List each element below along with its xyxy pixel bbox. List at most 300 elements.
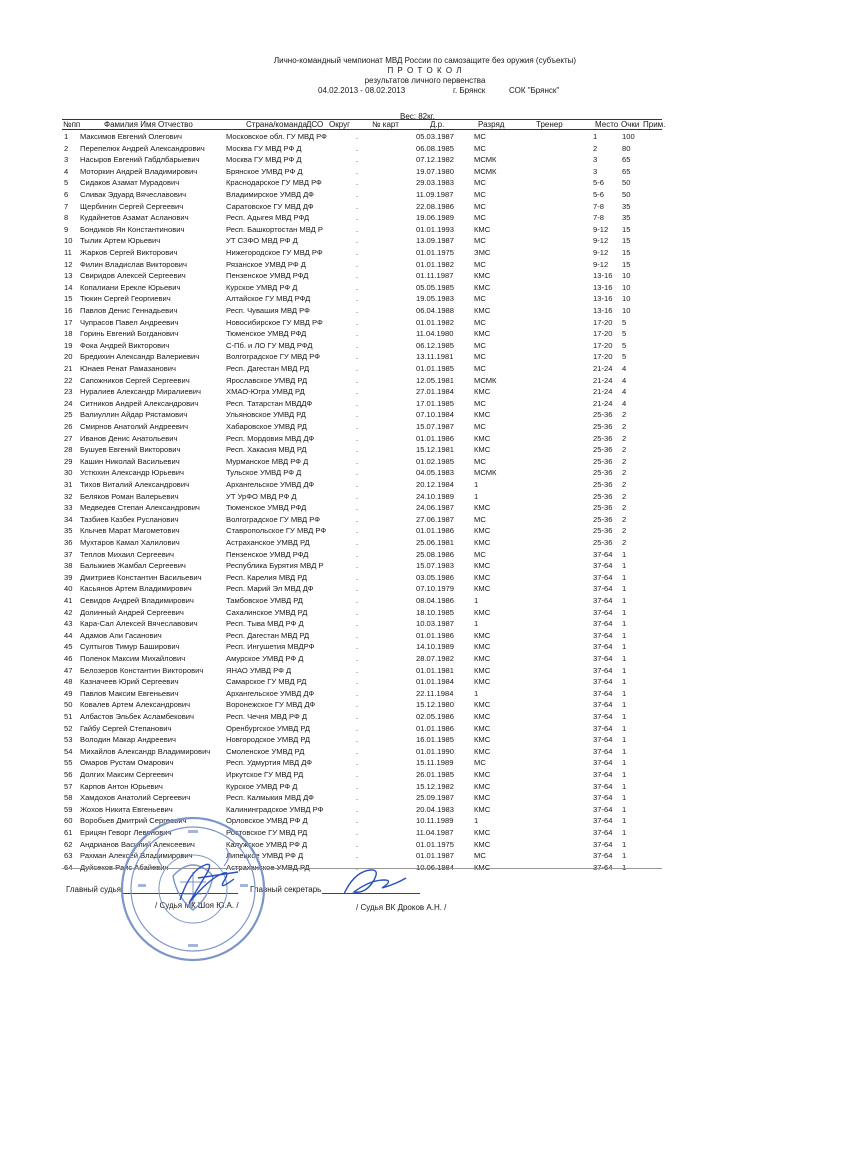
place: 37-64	[593, 828, 613, 837]
place: 37-64	[593, 561, 613, 571]
points: 4	[622, 387, 627, 397]
athlete-name: Смирнов Анатолий Андреевич	[80, 422, 189, 431]
row-number: 63	[64, 851, 73, 861]
okrug-cell: .	[356, 456, 359, 466]
points: 2	[622, 468, 627, 478]
table-row	[0, 642, 850, 651]
points: 50	[622, 190, 631, 199]
sport-rank: 1	[474, 688, 479, 698]
birth-date: 20.12.1984	[416, 480, 455, 489]
sport-rank: КМС	[474, 433, 491, 443]
birth-date: 01.01.1986	[416, 526, 455, 536]
table-row	[0, 457, 850, 466]
place: 25-36	[593, 491, 613, 501]
okrug-cell: .	[356, 387, 359, 397]
birth-date: 18.10.1985	[416, 607, 455, 617]
sport-rank: КМС	[474, 712, 491, 721]
athlete-name: Албастов Эльбек Асламбекович	[80, 712, 194, 721]
place: 13-16	[593, 271, 613, 281]
place: 37-64	[593, 619, 613, 629]
table-row	[0, 631, 850, 640]
athlete-name: Долгих Максим Сергеевич	[80, 770, 174, 779]
col-team: Страна/команда	[246, 120, 307, 129]
row-number: 27	[64, 433, 73, 443]
athlete-name: Сапожников Сергей Сергеевич	[80, 375, 190, 385]
okrug-cell: .	[356, 306, 359, 315]
birth-date: 01.01.1986	[416, 723, 455, 733]
birth-date: 14.10.1989	[416, 642, 455, 652]
table-row	[0, 724, 850, 733]
okrug-cell: .	[356, 480, 359, 489]
row-number: 1	[64, 132, 69, 141]
place: 17-20	[593, 329, 613, 339]
row-number: 48	[64, 677, 73, 687]
sport-rank: КМС	[474, 572, 491, 582]
okrug-cell: .	[356, 607, 359, 617]
sport-rank: 1	[474, 596, 479, 605]
place: 13-16	[593, 306, 613, 315]
sport-rank: МС	[474, 398, 486, 408]
sport-rank: МС	[474, 132, 486, 141]
athlete-name: Клычев Марат Магометович	[80, 526, 180, 536]
sport-rank: КМС	[474, 700, 491, 710]
team-name: Нижегородское ГУ МВД РФ	[226, 248, 323, 257]
place: 37-64	[593, 549, 613, 559]
team-name: Амурское УМВД РФ Д	[226, 654, 304, 663]
team-name: Ставропольское ГУ МВД РФ	[226, 526, 327, 536]
okrug-cell: .	[356, 282, 359, 292]
okrug-cell: .	[356, 596, 359, 605]
okrug-cell: .	[356, 688, 359, 698]
team-name: Архангельское УМВД ДФ	[226, 480, 315, 489]
place: 37-64	[593, 851, 613, 861]
okrug-cell: .	[356, 677, 359, 687]
points: 1	[622, 793, 627, 803]
team-name: Тюменское УМВД РФД	[226, 329, 307, 339]
place: 37-64	[593, 839, 613, 849]
row-number: 50	[64, 700, 73, 710]
athlete-name: Юнаев Ренат Рамазанович	[80, 364, 176, 373]
okrug-cell: .	[356, 213, 359, 223]
team-name: Респ. Тыва МВД РФ Д	[226, 619, 304, 629]
team-name: Респ. Дагестан МВД РД	[226, 364, 310, 373]
sport-rank: КМС	[474, 526, 491, 536]
athlete-name: Горинь Евгений Богданович	[80, 329, 179, 339]
okrug-cell: .	[356, 735, 359, 745]
row-number: 60	[64, 816, 73, 826]
row-number: 42	[64, 607, 73, 617]
col-rank: Разряд	[478, 120, 505, 129]
points: 35	[622, 201, 631, 211]
birth-date: 05.03.1987	[416, 132, 455, 141]
points: 10	[622, 282, 631, 292]
birth-date: 01.01.1975	[416, 248, 455, 257]
sport-rank: МСМК	[474, 166, 497, 176]
table-row	[0, 376, 850, 385]
col-dso: ДСО	[306, 120, 324, 129]
row-number: 25	[64, 410, 73, 420]
team-name: Новосибирское ГУ МВД РФ	[226, 317, 323, 327]
birth-date: 28.07.1982	[416, 654, 455, 663]
athlete-name: Щербинин Сергей Сергеевич	[80, 201, 184, 211]
row-number: 6	[64, 190, 69, 199]
athlete-name: Бредихин Александр Валериевич	[80, 352, 200, 362]
team-name: Рязанское УМВД РФ Д	[226, 259, 306, 269]
sport-rank: КМС	[474, 804, 491, 814]
athlete-name: Свиридов Алексей Сергеевич	[80, 271, 186, 281]
points: 1	[622, 561, 627, 571]
team-name: Владимирское УМВД ДФ	[226, 190, 314, 199]
sport-rank: МС	[474, 758, 486, 768]
protocol-title: П Р О Т О К О Л	[387, 66, 463, 75]
points: 2	[622, 538, 627, 547]
okrug-cell: .	[356, 828, 359, 837]
row-number: 2	[64, 143, 69, 153]
sport-rank: КМС	[474, 306, 491, 315]
table-row	[0, 619, 850, 628]
team-name: Московское обл. ГУ МВД РФ	[226, 132, 327, 141]
birth-date: 03.05.1986	[416, 572, 455, 582]
team-name: Иркутское ГУ МВД РД	[226, 770, 304, 779]
points: 5	[622, 329, 627, 339]
athlete-name: Касьянов Артем Владимирович	[80, 584, 192, 594]
okrug-cell: .	[356, 572, 359, 582]
chief-secretary-name: / Судья ВК Дроков А.Н. /	[356, 903, 447, 912]
sport-rank: КМС	[474, 607, 491, 617]
row-number: 35	[64, 526, 73, 536]
athlete-name: Жарков Сергей Викторович	[80, 248, 178, 257]
birth-date: 20.04.1983	[416, 804, 455, 814]
okrug-cell: .	[356, 155, 359, 165]
okrug-cell: .	[356, 630, 359, 640]
okrug-cell: .	[356, 839, 359, 849]
points: 1	[622, 735, 627, 745]
team-name: Республика Бурятия МВД Р	[226, 561, 324, 571]
okrug-cell: .	[356, 584, 359, 594]
sport-rank: КМС	[474, 387, 491, 397]
sport-rank: МС	[474, 143, 486, 153]
team-name: Респ. Дагестан МВД РД	[226, 630, 310, 640]
okrug-cell: .	[356, 143, 359, 153]
place: 25-36	[593, 503, 613, 513]
sport-rank: МС	[474, 259, 486, 269]
okrug-cell: .	[356, 526, 359, 536]
table-row	[0, 225, 850, 234]
team-name: Респ. Мордовия МВД ДФ	[226, 433, 315, 443]
points: 2	[622, 456, 627, 466]
athlete-name: Копалиани Ерекле Юрьевич	[80, 282, 181, 292]
team-name: Архангельское УМВД ДФ	[226, 688, 315, 698]
table-row	[0, 318, 850, 327]
okrug-cell: .	[356, 422, 359, 431]
okrug-cell: .	[356, 132, 359, 141]
col-card: № карт	[372, 120, 399, 129]
points: 2	[622, 422, 627, 431]
points: 2	[622, 445, 627, 455]
athlete-name: Володин Макар Андреевич	[80, 735, 176, 745]
place: 37-64	[593, 572, 613, 582]
points: 1	[622, 665, 627, 675]
place: 9-12	[593, 236, 609, 246]
points: 2	[622, 503, 627, 513]
athlete-name: Павлов Денис Геннадьевич	[80, 306, 178, 315]
place: 37-64	[593, 700, 613, 710]
athlete-name: Жохов Никита Евгеньевич	[80, 804, 173, 814]
team-name: Пензенское УМВД РФД	[226, 271, 309, 281]
points: 1	[622, 816, 627, 826]
row-number: 28	[64, 445, 73, 455]
athlete-name: Теплов Михаил Сергеевич	[80, 549, 174, 559]
row-number: 30	[64, 468, 73, 478]
row-number: 21	[64, 364, 73, 373]
birth-date: 01.01.1986	[416, 433, 455, 443]
team-name: Респ. Марий Эл МВД ДФ	[226, 584, 314, 594]
sport-rank: КМС	[474, 630, 491, 640]
sport-rank: КМС	[474, 781, 491, 791]
birth-date: 27.01.1984	[416, 387, 455, 397]
points: 2	[622, 491, 627, 501]
points: 1	[622, 862, 627, 872]
team-name: Респ. Адыгея МВД РФД	[226, 213, 310, 223]
birth-date: 19.06.1989	[416, 213, 455, 223]
points: 1	[622, 770, 627, 779]
okrug-cell: .	[356, 364, 359, 373]
sport-rank: КМС	[474, 282, 491, 292]
col-okrug: Округ	[329, 120, 350, 129]
table-row	[0, 399, 850, 408]
okrug-cell: .	[356, 746, 359, 756]
row-number: 39	[64, 572, 73, 582]
athlete-name: Рахман Алексей Владимирович	[80, 851, 193, 861]
okrug-cell: .	[356, 317, 359, 327]
birth-date: 29.03.1983	[416, 178, 455, 188]
points: 1	[622, 839, 627, 849]
athlete-name: Адамов Али Гасанович	[80, 630, 162, 640]
birth-date: 01.01.1993	[416, 224, 455, 234]
athlete-name: Севидов Андрей Владимирович	[80, 596, 194, 605]
athlete-name: Дмитриев Константин Васильевич	[80, 572, 202, 582]
row-number: 58	[64, 793, 73, 803]
sport-rank: МС	[474, 549, 486, 559]
row-number: 20	[64, 352, 73, 362]
okrug-cell: .	[356, 851, 359, 861]
table-row	[0, 677, 850, 686]
athlete-name: Поленок Максим Михайлович	[80, 654, 186, 663]
points: 4	[622, 375, 627, 385]
team-name: Респ. Карелия МВД РД	[226, 572, 307, 582]
document-header	[0, 56, 850, 96]
team-name: Респ. Удмуртия МВД ДФ	[226, 758, 312, 768]
place: 25-36	[593, 526, 613, 536]
okrug-cell: .	[356, 758, 359, 768]
team-name: Смоленское УМВД РД	[226, 746, 305, 756]
birth-date: 05.05.1985	[416, 282, 455, 292]
team-name: Сахалинское УМВД РД	[226, 607, 308, 617]
row-number: 40	[64, 584, 73, 594]
team-name: Москва ГУ МВД РФ Д	[226, 143, 302, 153]
birth-date: 08.04.1986	[416, 596, 455, 605]
table-row	[0, 492, 850, 501]
birth-date: 22.08.1986	[416, 201, 455, 211]
team-name: Респ. Чечня МВД РФ Д	[226, 712, 307, 721]
athlete-name: Ситников Андрей Александрович	[80, 398, 199, 408]
place: 9-12	[593, 248, 609, 257]
row-number: 18	[64, 329, 73, 339]
row-number: 51	[64, 712, 73, 721]
athlete-name: Ковалев Артем Александрович	[80, 700, 191, 710]
table-row	[0, 294, 850, 303]
team-name: Респ. Ингушетия МВДРФ	[226, 642, 315, 652]
points: 1	[622, 851, 627, 861]
sport-rank: КМС	[474, 561, 491, 571]
table-row	[0, 526, 850, 535]
team-name: УТ СЗФО МВД РФ Д	[226, 236, 298, 246]
birth-date: 02.05.1986	[416, 712, 455, 721]
okrug-cell: .	[356, 433, 359, 443]
sport-rank: 1	[474, 816, 479, 826]
okrug-cell: .	[356, 491, 359, 501]
place: 21-24	[593, 375, 613, 385]
athlete-name: Бальжиев Жамбал Сергеевич	[80, 561, 186, 571]
okrug-cell: .	[356, 514, 359, 524]
table-row	[0, 805, 850, 814]
athlete-name: Султыгов Тимур Баширович	[80, 642, 180, 652]
athlete-name: Филин Владислав Викторович	[80, 259, 187, 269]
points: 100	[622, 132, 635, 141]
team-name: Волгоградское ГУ МВД РФ	[226, 514, 321, 524]
points: 2	[622, 480, 627, 489]
place: 21-24	[593, 387, 613, 397]
birth-date: 01.01.1982	[416, 259, 455, 269]
row-number: 54	[64, 746, 73, 756]
okrug-cell: .	[356, 654, 359, 663]
row-number: 15	[64, 294, 73, 304]
sport-rank: КМС	[474, 793, 491, 803]
birth-date: 15.07.1983	[416, 561, 455, 571]
place: 5-6	[593, 190, 604, 199]
sport-rank: КМС	[474, 665, 491, 675]
okrug-cell: .	[356, 248, 359, 257]
birth-date: 25.09.1987	[416, 793, 455, 803]
row-number: 43	[64, 619, 73, 629]
sport-rank: МС	[474, 514, 486, 524]
sport-rank: МСМК	[474, 468, 497, 478]
okrug-cell: .	[356, 190, 359, 199]
points: 1	[622, 781, 627, 791]
points: 1	[622, 654, 627, 663]
athlete-name: Омаров Рустам Омарович	[80, 758, 174, 768]
row-number: 57	[64, 781, 73, 791]
points: 5	[622, 352, 627, 362]
okrug-cell: .	[356, 224, 359, 234]
birth-date: 07.12.1982	[416, 155, 455, 165]
table-row	[0, 515, 850, 524]
okrug-cell: .	[356, 793, 359, 803]
place: 37-64	[593, 816, 613, 826]
row-number: 9	[64, 224, 69, 234]
table-row	[0, 584, 850, 593]
table-row	[0, 468, 850, 477]
event-city: г. Брянск	[453, 86, 486, 95]
team-name: Ульяновское УМВД РД	[226, 410, 306, 420]
team-name: Респ. Татарстан МВДДФ	[226, 398, 313, 408]
athlete-name: Максимов Евгений Олегович	[80, 132, 182, 141]
row-number: 17	[64, 317, 73, 327]
place: 37-64	[593, 596, 613, 605]
row-number: 33	[64, 503, 73, 513]
team-name: ЯНАО УМВД РФ Д	[226, 665, 292, 675]
athlete-name: Андрианов Василий Алексеевич	[80, 839, 195, 849]
points: 80	[622, 143, 631, 153]
birth-date: 22.11.1984	[416, 688, 454, 698]
place: 37-64	[593, 770, 613, 779]
team-name: Тюменское УМВД РФД	[226, 503, 307, 513]
table-row	[0, 747, 850, 756]
table-row	[0, 167, 850, 176]
points: 15	[622, 248, 631, 257]
athlete-name: Кашин Николай Васильевич	[80, 456, 180, 466]
table-row	[0, 573, 850, 582]
chief-judge-name: / Судья МК Шоя Ю.А. /	[155, 901, 239, 910]
birth-date: 01.01.1986	[416, 630, 455, 640]
athlete-name: Иванов Денис Анатольевич	[80, 433, 178, 443]
athlete-name: Перепелюк Андрей Александрович	[80, 143, 205, 153]
birth-date: 16.01.1985	[416, 735, 455, 745]
table-row	[0, 550, 850, 559]
points: 15	[622, 224, 631, 234]
row-number: 5	[64, 178, 69, 188]
team-name: Респ. Хакасия МВД РД	[226, 445, 307, 455]
athlete-name: Чупрасов Павел Андреевич	[80, 317, 179, 327]
birth-date: 04.05.1983	[416, 468, 455, 478]
team-name: Волгоградское ГУ МВД РФ	[226, 352, 321, 362]
row-number: 53	[64, 735, 73, 745]
place: 37-64	[593, 665, 613, 675]
okrug-cell: .	[356, 804, 359, 814]
okrug-cell: .	[356, 294, 359, 304]
points: 10	[622, 294, 631, 304]
table-row	[0, 735, 850, 744]
okrug-cell: .	[356, 781, 359, 791]
athlete-name: Тазбиев Казбек Русланович	[80, 514, 179, 524]
birth-date: 01.01.1987	[416, 851, 455, 861]
okrug-cell: .	[356, 236, 359, 246]
birth-date: 26.01.1985	[416, 770, 455, 779]
okrug-cell: .	[356, 723, 359, 733]
col-dob: Д.р.	[430, 120, 445, 129]
row-number: 49	[64, 688, 73, 698]
table-row	[0, 341, 850, 350]
birth-date: 01.02.1985	[416, 456, 455, 466]
team-name: Пензенское УМВД РФД	[226, 549, 309, 559]
team-name: УТ УрФО МВД РФ Д	[226, 491, 297, 501]
table-row	[0, 260, 850, 269]
place: 21-24	[593, 398, 613, 408]
athlete-name: Сидаков Азамат Мурадович	[80, 178, 180, 188]
okrug-cell: .	[356, 816, 359, 826]
place: 3	[593, 166, 598, 176]
sport-rank: МС	[474, 364, 486, 373]
row-number: 41	[64, 596, 73, 605]
team-name: Астраханское УМВД РД	[226, 862, 310, 872]
sport-rank: МС	[474, 201, 486, 211]
table-row	[0, 793, 850, 802]
team-name: Оренбургское УМВД РД	[226, 723, 311, 733]
row-number: 22	[64, 375, 73, 385]
okrug-cell: .	[356, 549, 359, 559]
points: 10	[622, 306, 631, 315]
team-name: ХМАО-Югра УМВД РД	[226, 387, 305, 397]
